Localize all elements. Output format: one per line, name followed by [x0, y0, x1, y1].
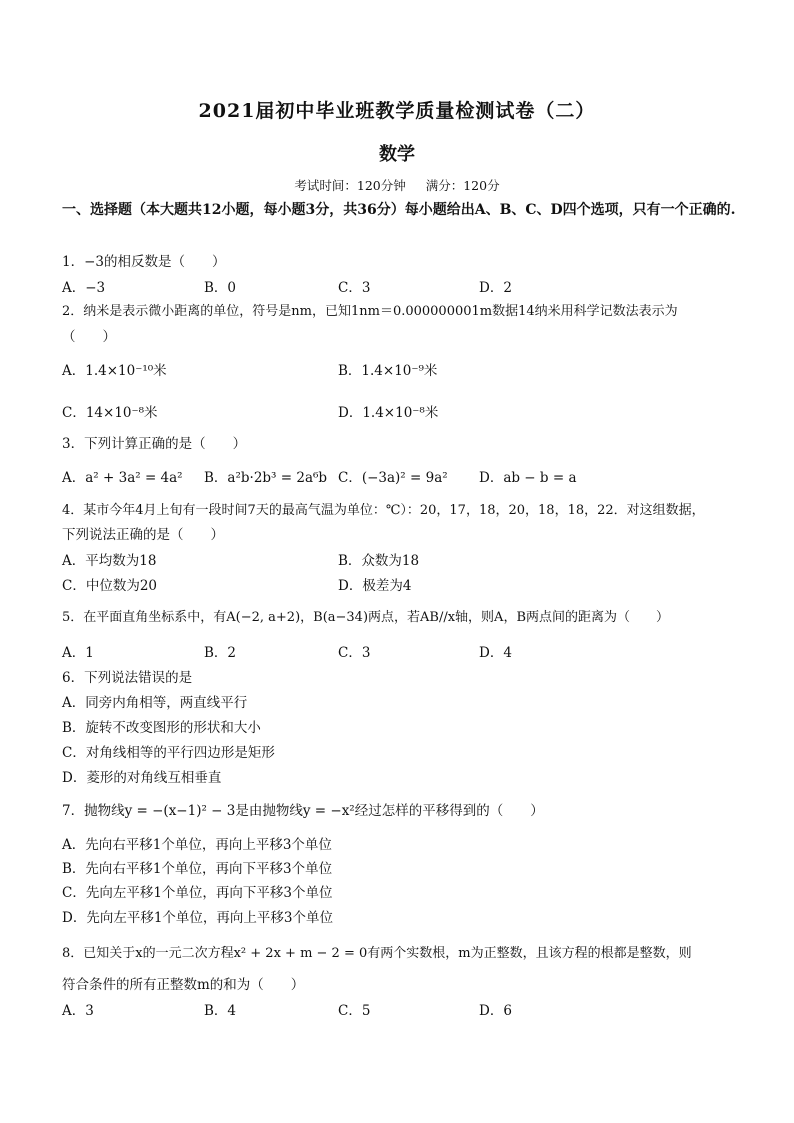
q7-option-c: C．先向左平移1个单位，再向下平移3个单位 — [62, 885, 333, 901]
question-8-stem-cont: 符合条件的所有正整数m的和为（ ） — [62, 977, 305, 993]
question-7-stem: 7．抛物线y = −(x−1)² − 3是由抛物线y = −x²经过怎样的平移得到的（ ） — [62, 803, 544, 819]
q8-option-d: D．6 — [479, 1003, 512, 1019]
q8-option-a: A．3 — [62, 1003, 94, 1019]
q1-option-c: C．3 — [338, 280, 371, 296]
question-2-paren: （ ） — [62, 329, 116, 345]
question-2-stem: 2．纳米是表示微小距离的单位，符号是nm，已知1nm＝0.000000001m数据14纳米用科学记数法表示为 — [62, 304, 678, 319]
q7-option-b: B．先向右平移1个单位，再向下平移3个单位 — [62, 861, 333, 877]
q3-option-b: B．a²b·2b³ = 2a⁶b — [204, 470, 328, 486]
q5-option-c: C．3 — [338, 645, 371, 661]
question-1-stem: 1．−3的相反数是（ ） — [62, 254, 226, 270]
q8-option-c: C．5 — [338, 1003, 371, 1019]
q6-option-a: A．同旁内角相等，两直线平行 — [62, 695, 248, 711]
question-3-stem: 3．下列计算正确的是（ ） — [62, 436, 247, 452]
question-4-stem: 4．某市今年4月上旬有一段时间7天的最高气温为单位：℃）：20，17，18，20，18，18，22．对这组数据， — [62, 503, 705, 518]
section-heading: 一、选择题（本大题共12小题，每小题3分，共36分）每小题给出A、B、C、D四个选项，只有一个正确的. — [62, 202, 736, 218]
exam-meta — [0, 176, 794, 194]
q1-option-a: A．−3 — [62, 280, 106, 296]
q3-option-c: C．(−3a)² = 9a² — [338, 470, 448, 486]
question-8-stem: 8．已知关于x的一元二次方程x² + 2x + m − 2 = 0有两个实数根，m为正整数，且该方程的根都是整数，则 — [62, 946, 692, 961]
q8-option-b: B．4 — [204, 1003, 237, 1019]
q3-option-d: D．ab − b = a — [479, 470, 577, 486]
q1-option-d: D．2 — [479, 280, 512, 296]
q4-option-d: D．极差为4 — [338, 578, 412, 594]
exam-score: 满分：120分 — [425, 178, 500, 193]
q1-option-b: B．0 — [204, 280, 237, 296]
q6-option-b: B．旋转不改变图形的形状和大小 — [62, 720, 261, 736]
q2-option-d: D．1.4×10⁻⁸米 — [338, 405, 439, 421]
q4-option-a: A．平均数为18 — [62, 553, 157, 569]
q6-option-d: D．菱形的对角线互相垂直 — [62, 770, 222, 786]
q2-option-a: A．1.4×10⁻¹⁰米 — [62, 363, 167, 379]
exam-time: 考试时间：120分钟 — [294, 178, 406, 193]
q3-option-a: A．a² + 3a² = 4a² — [62, 470, 183, 486]
q5-option-a: A．1 — [62, 645, 94, 661]
question-5-stem: 5．在平面直角坐标系中，有A(−2, a+2)，B(a−34)两点，若AB//x轴，则A，B两点间的距离为（ ） — [62, 610, 670, 625]
subject-title: 数学 — [379, 144, 415, 165]
q6-option-c: C．对角线相等的平行四边形是矩形 — [62, 745, 275, 761]
question-4-stem-cont: 下列说法正确的是（ ） — [62, 527, 224, 543]
q4-option-b: B．众数为18 — [338, 553, 420, 569]
exam-title: 2021届初中毕业班教学质量检测试卷（二） — [198, 100, 596, 122]
q4-option-c: C．中位数为20 — [62, 578, 158, 594]
q7-option-a: A．先向右平移1个单位，再向上平移3个单位 — [62, 837, 332, 853]
q2-option-c: C．14×10⁻⁸米 — [62, 405, 158, 421]
q5-option-d: D．4 — [479, 645, 512, 661]
question-6-stem: 6．下列说法错误的是 — [62, 670, 193, 686]
q2-option-b: B．1.4×10⁻⁹米 — [338, 363, 438, 379]
q5-option-b: B．2 — [204, 645, 237, 661]
q7-option-d: D．先向左平移1个单位，再向上平移3个单位 — [62, 910, 334, 926]
